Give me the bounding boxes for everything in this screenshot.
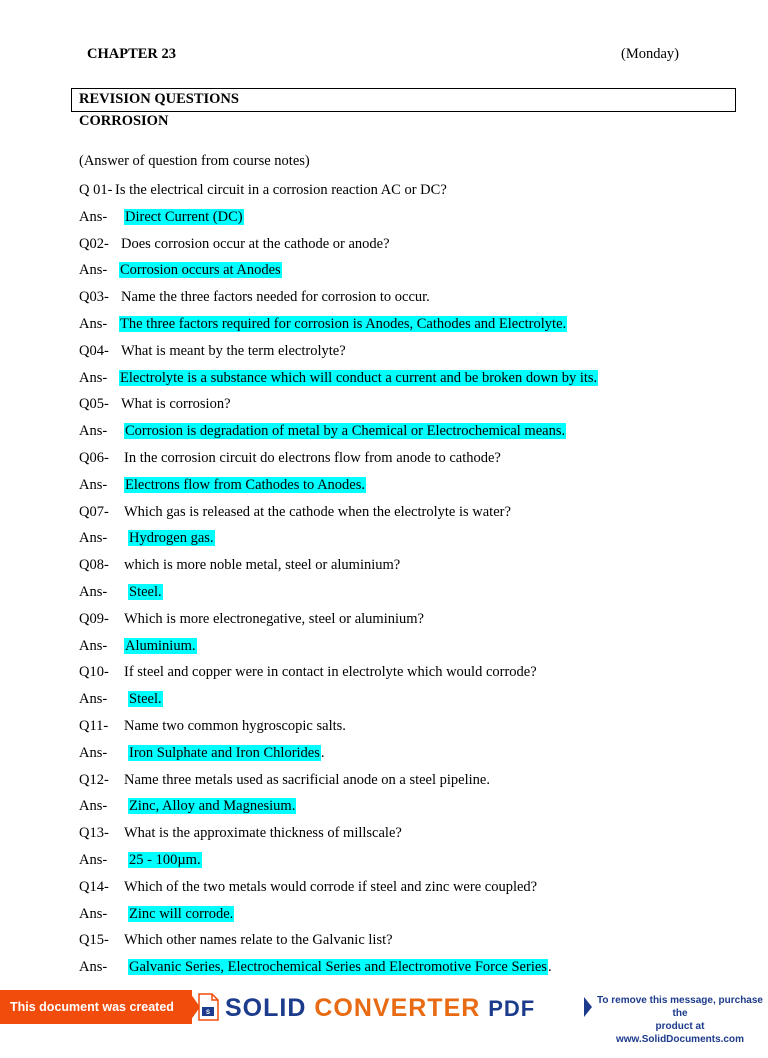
answer-prefix: Ans- bbox=[79, 852, 108, 868]
answer-line bbox=[79, 850, 202, 870]
answer-line bbox=[79, 368, 598, 388]
question-text: Is the electrical circuit in a corrosion reaction AC or DC? bbox=[115, 182, 447, 198]
answer-highlighted-text: Aluminium. bbox=[125, 637, 196, 654]
answer-prefix: Ans- bbox=[79, 476, 108, 493]
question-line bbox=[79, 877, 537, 897]
topic-title: CORROSION bbox=[79, 113, 169, 129]
question-line bbox=[79, 287, 430, 307]
question-text: which is more noble metal, steel or aluminium? bbox=[124, 557, 401, 574]
answer-line bbox=[79, 957, 552, 977]
question-number: Q06- bbox=[79, 450, 109, 466]
remove-message-line-2: product at www.SolidDocuments.com bbox=[616, 1021, 744, 1045]
question-text: Which is more electronegative, steel or aluminium? bbox=[124, 610, 424, 627]
question-text: Name the three factors needed for corrosion to occur. bbox=[121, 289, 430, 306]
brand-converter: CONVERTER bbox=[314, 994, 489, 1022]
question-line bbox=[79, 716, 346, 736]
answer-highlighted-text: Steel. bbox=[129, 691, 162, 708]
question-number: Q05- bbox=[79, 396, 109, 413]
remove-message-line-1: To remove this message, purchase the bbox=[597, 995, 763, 1019]
answer-line bbox=[79, 796, 296, 816]
answer-highlighted-text: Steel. bbox=[129, 584, 162, 600]
revision-questions-box bbox=[71, 88, 736, 112]
question-line bbox=[79, 341, 346, 361]
answer-prefix: Ans- bbox=[79, 369, 108, 386]
answer-highlighted-text: Zinc, Alloy and Magnesium. bbox=[129, 798, 296, 815]
question-text: Name three metals used as sacrificial anode on a steel pipeline. bbox=[124, 771, 490, 788]
answer-line bbox=[79, 904, 234, 924]
answer-line bbox=[79, 260, 282, 280]
question-number: Q15- bbox=[79, 932, 109, 949]
question-text: If steel and copper were in contact in electrolyte which would corrode? bbox=[124, 664, 537, 681]
question-line bbox=[79, 662, 537, 682]
solid-converter-logo[interactable] bbox=[225, 994, 535, 1023]
answer-highlighted-text: Electrons flow from Cathodes to Anodes. bbox=[125, 476, 366, 493]
question-number: Q14- bbox=[79, 878, 109, 895]
answer-prefix: Ans- bbox=[79, 798, 108, 815]
question-text: Which other names relate to the Galvanic list? bbox=[124, 932, 393, 949]
question-line bbox=[79, 394, 231, 414]
converter-footer bbox=[0, 990, 768, 1048]
answer-highlighted-text: Direct Current (DC) bbox=[125, 208, 243, 225]
question-number: Q04- bbox=[79, 342, 109, 359]
answer-highlighted-text: Zinc will corrode. bbox=[129, 905, 234, 922]
question-text: In the corrosion circuit do electrons flow from anode to cathode? bbox=[124, 450, 501, 466]
question-number: Q 01- bbox=[79, 182, 113, 198]
answer-prefix: Ans- bbox=[79, 584, 108, 600]
answer-line bbox=[79, 689, 163, 709]
question-line bbox=[79, 234, 390, 254]
answer-prefix: Ans- bbox=[79, 423, 108, 440]
question-number: Q12- bbox=[79, 771, 109, 788]
question-text: What is meant by the term electrolyte? bbox=[121, 342, 346, 359]
question-line bbox=[79, 555, 400, 575]
answer-tail: . bbox=[547, 959, 552, 976]
question-number: Q09- bbox=[79, 610, 109, 627]
answer-prefix: Ans- bbox=[79, 691, 108, 708]
answer-highlighted-text: 25 - 100µm. bbox=[129, 852, 201, 868]
question-number: Q03- bbox=[79, 289, 109, 306]
answer-prefix: Ans- bbox=[79, 744, 108, 761]
question-line bbox=[79, 180, 447, 200]
question-number: Q13- bbox=[79, 825, 109, 842]
question-line bbox=[79, 823, 402, 843]
question-line bbox=[79, 930, 393, 950]
remove-message-arrow bbox=[584, 997, 592, 1017]
answer-line bbox=[79, 743, 325, 763]
pdf-document-icon bbox=[197, 993, 219, 1021]
answer-highlighted-text: Corrosion is degradation of metal by a Chemical or Electrochemical means. bbox=[125, 423, 566, 440]
chapter-title: CHAPTER 23 bbox=[87, 46, 177, 62]
answer-line bbox=[79, 207, 244, 227]
answer-line bbox=[79, 421, 566, 441]
question-text: Name two common hygroscopic salts. bbox=[124, 718, 346, 734]
answer-prefix: Ans- bbox=[79, 905, 108, 922]
answer-line bbox=[79, 475, 366, 495]
question-text: What is the approximate thickness of millscale? bbox=[124, 825, 402, 842]
answer-line bbox=[79, 528, 215, 548]
question-text: Which of the two metals would corrode if steel and zinc were coupled? bbox=[124, 878, 538, 895]
remove-message-link[interactable] bbox=[595, 994, 765, 1046]
answer-highlighted-text: Electrolyte is a substance which will conduct a current and be broken down by its. bbox=[120, 369, 598, 386]
course-note: (Answer of question from course notes) bbox=[79, 153, 310, 169]
answer-prefix: Ans- bbox=[79, 530, 108, 547]
answer-highlighted-text: The three factors required for corrosion is Anodes, Cathodes and Electrolyte. bbox=[120, 316, 567, 332]
answer-prefix: Ans- bbox=[79, 637, 108, 654]
brand-pdf: PDF bbox=[488, 996, 536, 1021]
question-number: Q07- bbox=[79, 503, 109, 520]
svg-text:S: S bbox=[205, 1010, 211, 1016]
answer-line bbox=[79, 582, 163, 602]
question-line bbox=[79, 502, 511, 522]
question-text: Which gas is released at the cathode when the electrolyte is water? bbox=[124, 503, 511, 520]
created-using-banner: This document was created using bbox=[0, 990, 192, 1024]
question-number: Q02- bbox=[79, 235, 109, 252]
answer-highlighted-text: Galvanic Series, Electrochemical Series and Electromotive Force Series bbox=[129, 959, 547, 976]
answer-tail: . bbox=[320, 744, 325, 761]
brand-solid: SOLID bbox=[225, 994, 315, 1022]
question-number: Q08- bbox=[79, 557, 109, 574]
answer-prefix: Ans- bbox=[79, 959, 108, 976]
question-line bbox=[79, 770, 490, 790]
answer-prefix: Ans- bbox=[79, 262, 108, 279]
answer-line bbox=[79, 636, 197, 656]
answer-highlighted-text: Iron Sulphate and Iron Chlorides bbox=[129, 744, 320, 761]
answer-highlighted-text: Corrosion occurs at Anodes bbox=[120, 262, 281, 279]
answer-line bbox=[79, 314, 567, 334]
question-line bbox=[79, 609, 424, 629]
answer-prefix: Ans- bbox=[79, 316, 108, 332]
question-text: What is corrosion? bbox=[121, 396, 231, 413]
question-number: Q10- bbox=[79, 664, 109, 681]
answer-prefix: Ans- bbox=[79, 208, 108, 225]
revision-title: REVISION QUESTIONS bbox=[79, 91, 239, 107]
question-text: Does corrosion occur at the cathode or anode? bbox=[121, 235, 390, 252]
day-label: (Monday) bbox=[621, 46, 679, 62]
question-number: Q11- bbox=[79, 718, 109, 734]
question-line bbox=[79, 448, 501, 468]
answer-highlighted-text: Hydrogen gas. bbox=[129, 530, 214, 547]
